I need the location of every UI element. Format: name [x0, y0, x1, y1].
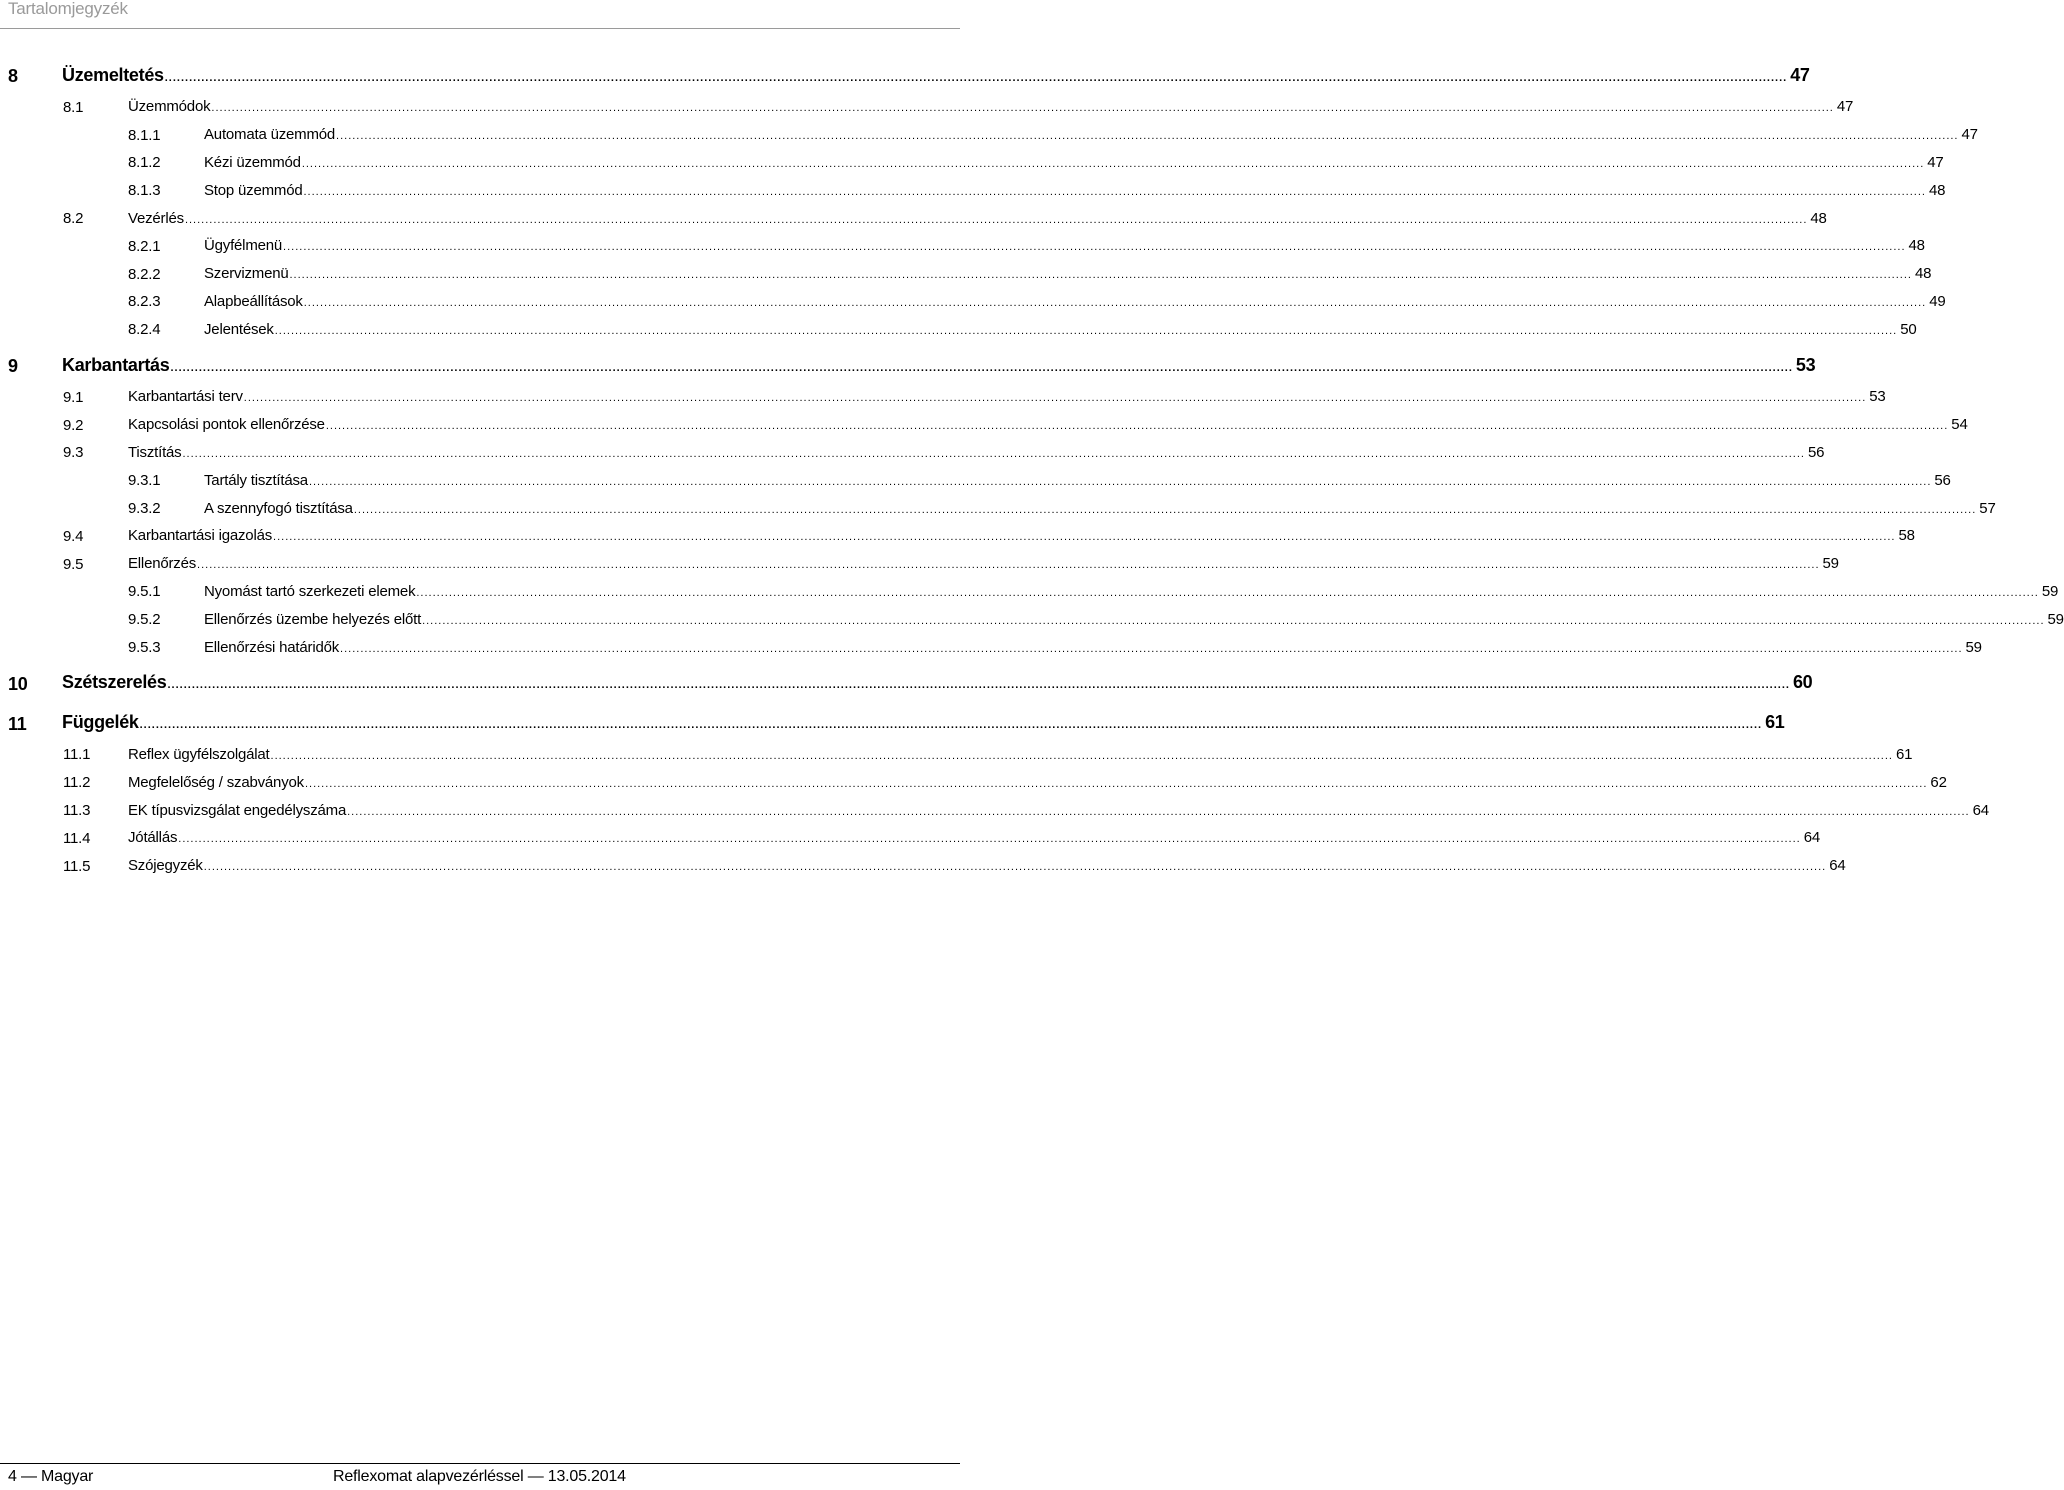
toc-entry-page: 62: [1930, 773, 1947, 791]
toc-entry-number: 8: [8, 66, 18, 86]
toc-entry-page: 64: [1829, 857, 1846, 875]
toc-entry-page: 59: [2041, 582, 2059, 600]
toc-entry-label: Üzemmódok: [128, 98, 211, 116]
toc-entry-text: [204, 125, 1978, 146]
toc-entry-text: [62, 672, 1813, 695]
toc-entry-text: [204, 499, 1996, 520]
toc-entry-text: [128, 209, 1827, 230]
toc-entry-text: [128, 856, 1846, 877]
toc-entry-number: 9.3.1: [128, 472, 161, 490]
toc-entry[interactable]: [0, 825, 1821, 853]
toc-entry-text: [128, 97, 1854, 118]
toc-entry[interactable]: [0, 439, 1825, 467]
toc-entry[interactable]: [0, 384, 1886, 412]
toc-leader-dots: ................................................................................................................................................................................................................................................................................................................................................................................................................: [303, 185, 1926, 198]
toc-entry-label: Karbantartási igazolás: [128, 527, 273, 545]
toc-entry-page: 54: [1951, 416, 1968, 434]
toc-entry-label: A szennyfogó tisztítása: [204, 499, 353, 517]
toc-entry-number: 9.2: [63, 416, 84, 434]
toc-entry[interactable]: [0, 741, 1913, 769]
toc-leader-dots: ................................................................................................................................................................................................................................................................................................................................................................................................................: [184, 213, 1808, 226]
toc-leader-dots: ................................................................................................................................................................................................................................................................................................................................................................................................................: [273, 531, 1896, 544]
toc-entry-label: Ellenőrzési határidők: [204, 638, 340, 656]
toc-leader-dots: ................................................................................................................................................................................................................................................................................................................................................................................................................: [178, 833, 1801, 846]
toc-entry-page: 47: [1836, 98, 1854, 116]
toc-entry-number: 8.2: [63, 210, 84, 227]
toc-leader-dots: ................................................................................................................................................................................................................................................................................................................................................................................................................: [182, 447, 1805, 460]
toc-entry-text: [204, 153, 1944, 174]
toc-entry[interactable]: [0, 769, 1947, 797]
toc-entry-text: [204, 471, 1951, 492]
toc-entry-page: 48: [1810, 209, 1827, 227]
toc-entry[interactable]: [0, 122, 1978, 150]
toc-entry[interactable]: [0, 853, 1846, 881]
toc-leader-dots: ................................................................................................................................................................................................................................................................................................................................................................................................................: [325, 420, 1949, 433]
toc-entry[interactable]: [0, 495, 1996, 523]
toc-entry-number: 8.1.3: [128, 182, 161, 200]
toc-entry-label: Stop üzemmód: [204, 181, 303, 199]
toc-entry[interactable]: [0, 523, 1915, 551]
toc-entry-label: Szervizmenü: [204, 265, 289, 283]
toc-entry-text: [128, 387, 1886, 408]
toc-leader-dots: ................................................................................................................................................................................................................................................................................................................................................................................................................: [340, 642, 1963, 655]
toc-entry[interactable]: [0, 352, 1816, 380]
toc-entry-label: Kapcsolási pontok ellenőrzése: [128, 416, 325, 434]
toc-entry[interactable]: [0, 412, 1968, 440]
toc-entry-number: 11.1: [63, 746, 91, 764]
toc-entry-text: [128, 443, 1825, 464]
toc-entry-text: [204, 320, 1917, 341]
toc-entry-page: 47: [1927, 153, 1944, 171]
toc-entry-text: [128, 773, 1947, 794]
toc-entry[interactable]: [0, 578, 2059, 606]
toc-entry-page: 49: [1929, 292, 1946, 310]
toc-entry[interactable]: [0, 670, 1813, 698]
toc-entry-label: Ügyfélmenü: [204, 237, 283, 255]
toc-entry-page: 59: [1965, 638, 1982, 656]
toc-entry-number: 10: [8, 673, 28, 694]
toc-entry-text: [62, 354, 1816, 378]
toc-entry[interactable]: [0, 94, 1854, 122]
toc-entry-page: 50: [1900, 320, 1917, 338]
toc-entry-page: 56: [1807, 443, 1825, 461]
toc-entry-number: 8.2.4: [128, 321, 161, 339]
toc-entry-text: [128, 554, 1839, 575]
toc-entry-number: 11: [8, 713, 27, 734]
toc-entry-label: Jótállás: [128, 829, 178, 847]
toc-entry-label: Karbantartási terv: [128, 388, 243, 406]
toc-entry-number: 8.2.1: [128, 237, 161, 255]
toc-leader-dots: ................................................................................................................................................................................................................................................................................................................................................................................................................: [289, 269, 1912, 282]
toc-entry-label: Szójegyzék: [128, 857, 203, 875]
toc-entry-page: 64: [1972, 801, 1989, 819]
toc-entry-text: [128, 828, 1821, 849]
toc-entry-text: [204, 264, 1932, 285]
toc-entry-label: Jelentések: [204, 320, 274, 338]
toc-entry[interactable]: [0, 62, 1810, 90]
toc-entry-label: Vezérlés: [128, 209, 184, 227]
toc-leader-dots: ................................................................................................................................................................................................................................................................................................................................................................................................................: [164, 71, 1788, 84]
toc-entry-number: 9: [8, 356, 18, 376]
toc-entry-page: 64: [1803, 829, 1821, 847]
toc-entry[interactable]: [0, 177, 1946, 205]
toc-entry[interactable]: [0, 467, 1951, 495]
running-header-title: Tartalomjegyzék: [8, 0, 128, 18]
toc-entry[interactable]: [0, 797, 1989, 825]
toc-entry-number: 11.3: [63, 802, 91, 819]
toc-leader-dots: ................................................................................................................................................................................................................................................................................................................................................................................................................: [211, 102, 1834, 115]
toc-entry[interactable]: [0, 261, 1932, 289]
toc-entry-label: Reflex ügyfélszolgálat: [128, 745, 270, 763]
toc-entry-page: 53: [1869, 388, 1886, 406]
toc-entry-label: Ellenőrzés üzembe helyezés előtt: [204, 610, 422, 628]
toc-leader-dots: ................................................................................................................................................................................................................................................................................................................................................................................................................: [301, 157, 1925, 170]
toc-entry-page: 61: [1895, 745, 1913, 763]
toc-entry-number: 9.3: [63, 444, 84, 462]
toc-entry-number: 11.4: [63, 829, 91, 847]
footer-document-title-date: Reflexomat alapvezérléssel — 13.05.2014: [333, 1468, 626, 1485]
toc-entry-page: 59: [1822, 555, 1839, 573]
toc-entry-page: 47: [1790, 64, 1810, 85]
toc-entry-text: [128, 526, 1915, 547]
toc-entry-number: 8.1.2: [128, 154, 161, 172]
toc-leader-dots: ................................................................................................................................................................................................................................................................................................................................................................................................................: [197, 559, 1820, 572]
toc-entry-number: 9.1: [63, 388, 84, 406]
toc-entry-label: Ellenőrzés: [128, 555, 197, 573]
toc-entry[interactable]: [0, 606, 2064, 634]
toc-entry[interactable]: [0, 316, 1917, 344]
toc-entry[interactable]: [0, 288, 1946, 316]
toc-entry-number: 8.2.2: [128, 265, 161, 283]
toc-entry-number: 8.2.3: [128, 293, 161, 311]
toc-leader-dots: ................................................................................................................................................................................................................................................................................................................................................................................................................: [243, 392, 1867, 405]
toc-entry-number: 8.1.1: [128, 126, 161, 144]
toc-leader-dots: ................................................................................................................................................................................................................................................................................................................................................................................................................: [353, 503, 1977, 516]
footer-page-language: 4 — Magyar: [8, 1468, 94, 1485]
toc-entry-text: [62, 64, 1810, 88]
toc-entry-label: Kézi üzemmód: [204, 153, 301, 171]
toc-leader-dots: ................................................................................................................................................................................................................................................................................................................................................................................................................: [304, 777, 1928, 790]
toc-entry-text: [204, 292, 1946, 313]
toc-leader-dots: ................................................................................................................................................................................................................................................................................................................................................................................................................: [308, 475, 1932, 488]
toc-entry-page: 61: [1765, 712, 1785, 733]
toc-entry-number: 9.5.3: [128, 639, 161, 656]
toc-entry-text: [204, 610, 2064, 631]
toc-entry[interactable]: [0, 710, 1785, 738]
toc-entry-number: 9.5.1: [128, 583, 161, 601]
toc-entry-label: Függelék: [62, 712, 139, 733]
toc-entry-label: Tisztítás: [128, 443, 182, 461]
toc-entry-label: Megfelelőség / szabványok: [128, 773, 304, 791]
toc-entry[interactable]: [0, 233, 1925, 261]
toc-entry-text: [204, 181, 1946, 202]
toc-entry-page: 48: [1914, 265, 1932, 283]
toc-entry-page: 57: [1979, 499, 1996, 517]
toc-entry[interactable]: [0, 634, 1982, 662]
toc-entry-page: 60: [1792, 672, 1813, 693]
toc-entry-label: EK típusvizsgálat engedélyszáma: [128, 801, 347, 819]
toc-leader-dots: ................................................................................................................................................................................................................................................................................................................................................................................................................: [422, 614, 2045, 627]
toc-entry-text: [128, 415, 1968, 436]
footer-divider: [0, 1463, 960, 1464]
toc-entry[interactable]: [0, 551, 1839, 579]
toc-entry-page: 53: [1795, 354, 1816, 375]
toc-entry-label: Nyomást tartó szerkezeti elemek: [204, 582, 416, 600]
toc-leader-dots: ................................................................................................................................................................................................................................................................................................................................................................................................................: [336, 130, 1959, 143]
toc-entry-text: [128, 801, 1989, 822]
toc-entry-number: 9.4: [63, 527, 84, 545]
toc-entry-text: [204, 638, 1982, 659]
toc-leader-dots: ................................................................................................................................................................................................................................................................................................................................................................................................................: [167, 679, 1790, 692]
toc-entry[interactable]: [0, 149, 1944, 177]
toc-leader-dots: ................................................................................................................................................................................................................................................................................................................................................................................................................: [283, 241, 1906, 254]
toc-entry-page: 47: [1961, 126, 1978, 144]
toc-entry-page: 59: [2047, 610, 2064, 628]
toc-entry[interactable]: [0, 205, 1827, 233]
toc-entry-label: Automata üzemmód: [204, 126, 336, 144]
toc-entry-page: 48: [1908, 237, 1925, 255]
toc-entry-label: Alapbeállítások: [204, 292, 303, 310]
toc-entry-number: 9.3.2: [128, 500, 161, 517]
toc-entry-label: Üzemeltetés: [62, 64, 164, 85]
toc-entry-text: [62, 712, 1785, 735]
toc-entry-number: 9.5.2: [128, 611, 161, 629]
toc-leader-dots: ................................................................................................................................................................................................................................................................................................................................................................................................................: [270, 749, 1893, 762]
toc-entry-page: 56: [1934, 471, 1951, 489]
toc-entry-number: 11.5: [63, 857, 91, 875]
toc-entry-text: [204, 582, 2059, 603]
toc-entry-number: 9.5: [63, 555, 84, 573]
toc-leader-dots: ................................................................................................................................................................................................................................................................................................................................................................................................................: [416, 586, 2039, 599]
toc-leader-dots: ................................................................................................................................................................................................................................................................................................................................................................................................................: [203, 861, 1827, 874]
toc-entry-page: 58: [1898, 527, 1915, 545]
toc-leader-dots: ................................................................................................................................................................................................................................................................................................................................................................................................................: [139, 719, 1763, 732]
header-divider: [0, 28, 960, 29]
toc-entry-label: Szétszerelés: [62, 672, 167, 693]
toc-leader-dots: ................................................................................................................................................................................................................................................................................................................................................................................................................: [303, 296, 1927, 309]
toc-leader-dots: ................................................................................................................................................................................................................................................................................................................................................................................................................: [170, 361, 1793, 374]
toc-entry-page: 48: [1928, 181, 1946, 199]
toc-entry-number: 11.2: [63, 774, 91, 792]
toc-entry-text: [128, 745, 1913, 766]
toc-leader-dots: ................................................................................................................................................................................................................................................................................................................................................................................................................: [274, 324, 1898, 337]
toc-entry-label: Tartály tisztítása: [204, 471, 308, 489]
toc-leader-dots: ................................................................................................................................................................................................................................................................................................................................................................................................................: [347, 805, 1970, 818]
toc-entry-label: Karbantartás: [62, 354, 170, 375]
toc-entry-text: [204, 236, 1925, 257]
toc-entry-number: 8.1: [63, 98, 84, 116]
